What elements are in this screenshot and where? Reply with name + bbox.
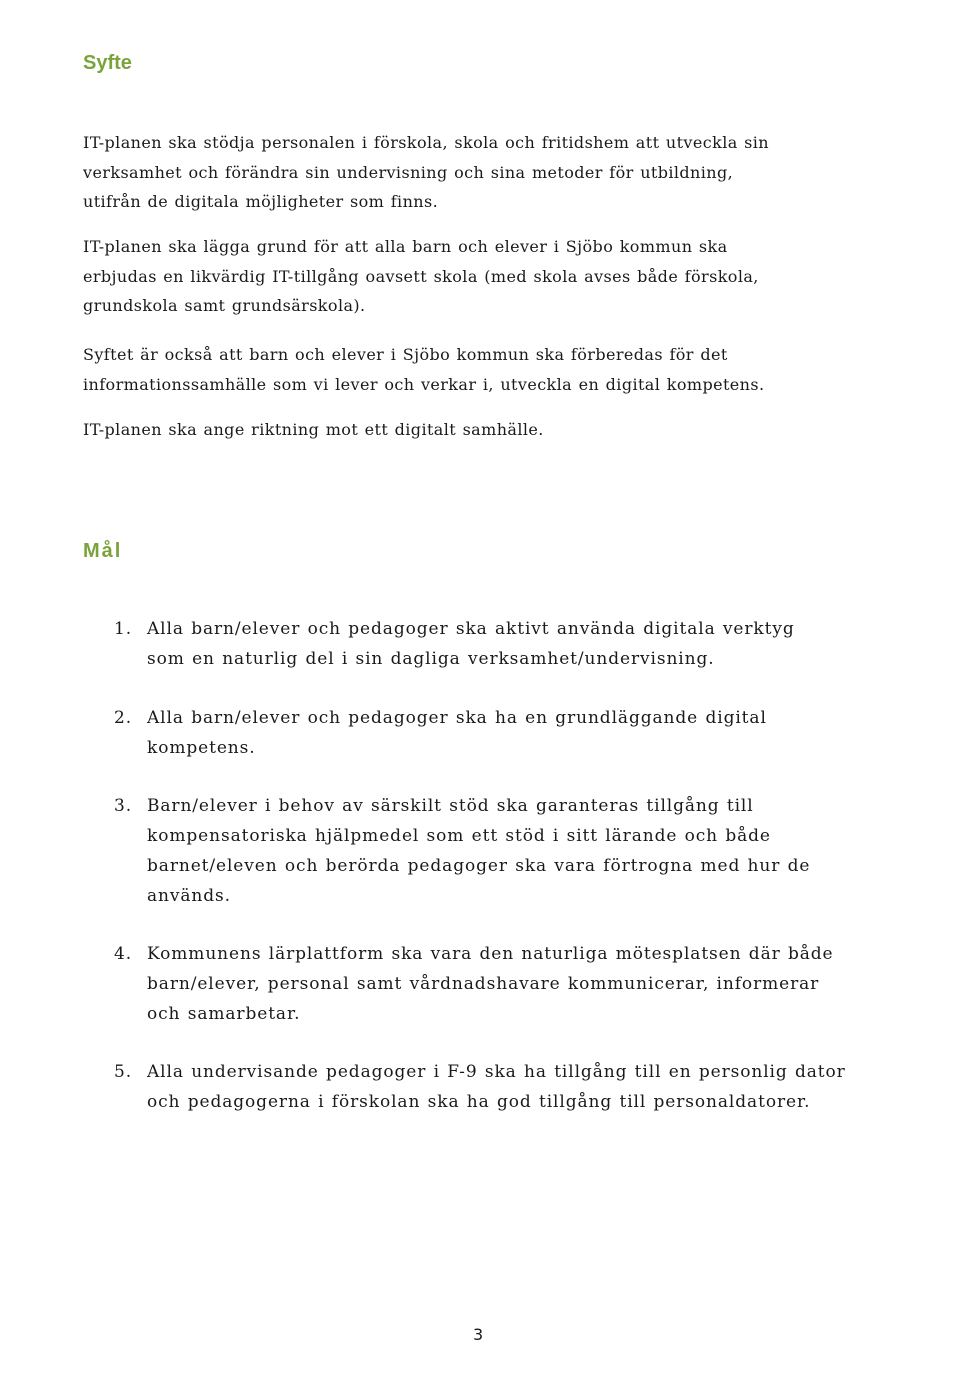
list-item (114, 939, 894, 1029)
paragraph-purpose-3: Syftet är också att barn och elever i Sjöbo kommun ska förberedas för det informationssamhälle som vi lever och verkar i, utveckla en digital kompetens. (83, 345, 765, 394)
list-item-text: Barn/elever i behov av särskilt stöd ska garanteras tillgång till kompensatoriska hjälpmedel som ett stöd i sitt lärande och både barnet/eleven och berörda pedagoger ska vara förtrogna med hur de används. (147, 796, 811, 906)
list-item-number: 3. (114, 796, 133, 816)
list-item (114, 1057, 894, 1117)
paragraph-purpose-4: IT-planen ska ange riktning mot ett digitalt samhälle. (83, 420, 544, 439)
list-item-number: 2. (114, 708, 133, 728)
list-item-number: 1. (114, 619, 133, 639)
list-item (114, 703, 894, 763)
list-item-text: Kommunens lärplattform ska vara den naturliga mötesplatsen där både barn/elever, personal samt vårdnadshavare kommunicerar, informerar och samarbetar. (147, 944, 834, 1024)
list-item-number: 5. (114, 1062, 133, 1082)
paragraph-purpose-2: IT-planen ska lägga grund för att alla barn och elever i Sjöbo kommun ska erbjudas en likvärdig IT-tillgång oavsett skola (med skola avses både förskola, grundskola samt grundsärskola). (83, 237, 759, 315)
section-heading-syfte: Syfte (83, 52, 132, 74)
list-item (114, 791, 894, 911)
list-item-text: Alla undervisande pedagoger i F-9 ska ha tillgång till en personlig dator och pedagogerna i förskolan ska ha god tillgång till personaldatorer. (147, 1062, 846, 1112)
list-item-text: Alla barn/elever och pedagoger ska ha en grundläggande digital kompetens. (147, 708, 767, 758)
paragraph-purpose-1: IT-planen ska stödja personalen i förskola, skola och fritidshem att utveckla sin verksamhet och förändra sin undervisning och sina metoder för utbildning, utifrån de digitala möjligheter som finns. (83, 133, 769, 211)
page-number: 3 (473, 1325, 484, 1344)
list-item-text: Alla barn/elever och pedagoger ska aktivt använda digitala verktyg som en naturlig del i sin dagliga verksamhet/undervisning. (147, 619, 795, 669)
list-item-number: 4. (114, 944, 133, 964)
list-item (114, 614, 894, 674)
section-heading-mal: Mål (83, 540, 123, 562)
